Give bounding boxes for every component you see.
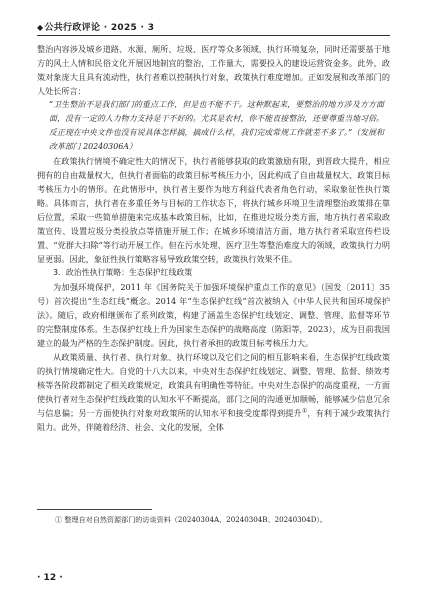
diamond-icon: ◆ xyxy=(37,23,44,32)
article-body xyxy=(37,42,390,434)
footnote-reference[interactable]: ① xyxy=(301,407,308,415)
journal-year: 2025 xyxy=(110,23,138,33)
subsection-heading: 3．政治性执行策略：生态保护红线政策 xyxy=(53,268,193,277)
paragraph-policy-analysis-tail: ，有利于减少政策执行阻力。此外，伴随着经济、社会、文化的发展，全体 xyxy=(37,408,390,432)
paragraph-ecological-redline: 为加强环境保护，2011 年《国务院关于加强环境保护重点工作的意见》（国发〔2011〕35 号）首次提出“生态红线”概念。2014 年“生态保护红线”首次被纳入《中华人民共和国环境保护法》。随后，政府相继颁布了系列政策，构建了涵盖生态保护红线划定、调整、管理、监督等环节的完整制度体系。生态保护红线上升为国家生态保护的战略高度（陈阳等，2023），成为目前我国建立的最为严格的生态保护制度。因此，执行者承担的政策目标考核压力大。 xyxy=(37,282,390,348)
footnote-marker: ① xyxy=(55,515,63,524)
footnote-divider xyxy=(37,509,152,510)
paragraph-symbolic-strategy: 在政策执行情境不确定性大的情况下，执行者能够获取的政策激励有限，到晋政大提升，相应拥有的自由裁量权大，但执行者面临的政策目标考核压力小，因此构成了自由裁量权大、政策目标考核压力小的情形。在此情形中，执行者主要作为地方利益代表者角色行动，采取象征性执行策略。具体而言，执行者在多重任务与目标的工作状态下，将执行城乡环境卫生清理整治政策排在靠后位置，采取一些简单措施来完成基本政策目标，比如，在推进垃圾分类方面，地方执行者采取政策宣传、设置垃圾分类投放点等措施开展工作；在城乡环境清洁方面，地方执行者采取宣传栏设置、“党群大扫除”等行动开展工作。但在污水处理、医疗卫生等整治难度大的领域，政策执行力明显更弱。因此，象征性执行策略容易导致政策空转，政策执行效果不佳。 xyxy=(37,156,390,264)
paragraph-policy-analysis xyxy=(37,350,390,434)
journal-issue: 3 xyxy=(147,23,155,33)
header-divider xyxy=(37,35,390,36)
paragraph-policy-analysis-text: 从政策质量、执行者、执行对象、执行环境以及它们之间的相互影响来看，生态保护红线政策的执行情境确定性大。自党的十八大以来，中央对生态保护红线划定、调整、管理、监督、绩效考核等各阶段都制定了相关政策规定，政策具有明确性等特征。中央对生态保护的高度重视，一方面使执行者对生态保护红线政策的认知水平不断提高，部门之间的沟通更加顺畅，能够减少信息冗余与信息偏；另一方面使执行对象对政策所的认知水平和接受度都得到提升 xyxy=(37,352,390,418)
footnote xyxy=(55,514,390,525)
journal-header: ◆公共行政评论 · 2025 · 3 xyxy=(37,23,155,33)
paragraph-continuation: 整治内容涉及城乡道路、水源、厕所、垃圾、医疗等众多领域，执行环境复杂，同时还需要基于地方的风土人情和民俗文化开展因地制宜的整治，工作量大，需要投入的建设运营资金多。此外，政策对象庞大且具有流动性，执行者难以控制执行对象，政策执行难度增加。正如发展和改革部门的人处长所言： xyxy=(37,44,390,96)
interview-quote: “卫生整治不是我们部门的重点工作，但是也不能不干。这种默起来，要整治的地方涉及方方面面，没有一定的人力物力支持是干不好的。尤其是农村，你不能直接整治，还要尊重当地习俗。反正现在中央文件也没有说具体怎样搞，搞成什么样，我们完成常规工作就差不多了。”（发展和改革部门 20240306A） xyxy=(49,100,384,151)
footnote-text: 整理自对自然资源部门的访谈资料（20240304A、20240304B、20240304D）。 xyxy=(64,515,328,524)
journal-title: 公共行政评论 xyxy=(44,23,101,33)
page-number: · 12 · xyxy=(37,573,63,583)
